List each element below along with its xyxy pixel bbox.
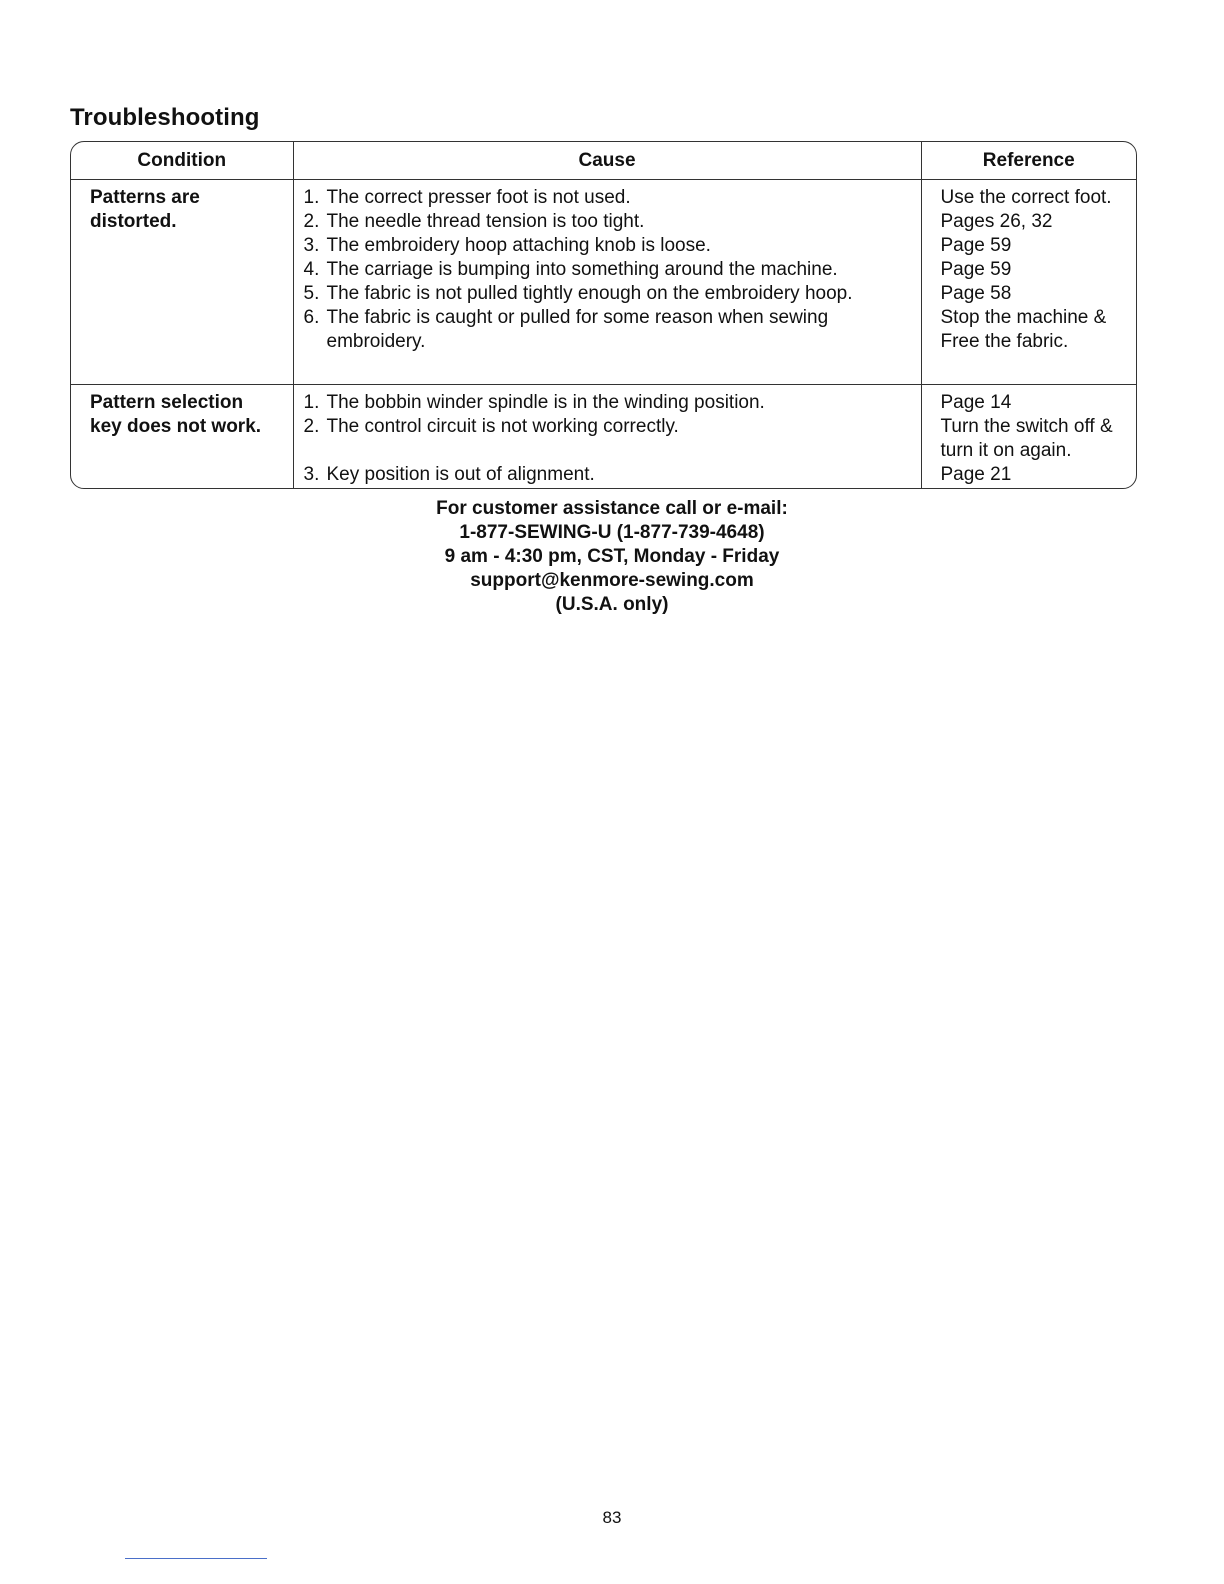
reference-item: Pages 26, 32: [940, 211, 1053, 232]
troubleshooting-table: [70, 141, 1137, 489]
cause-number: 2.: [303, 416, 320, 437]
troubleshooting-table-grid: [71, 142, 1136, 488]
cause-list: [294, 385, 921, 487]
reference-list: [922, 180, 1137, 354]
cause-number: 5.: [303, 283, 320, 304]
cause-number: 3.: [303, 464, 320, 485]
assistance-hours: 9 am - 4:30 pm, CST, Monday - Friday: [444, 546, 780, 567]
cause-item: [304, 234, 921, 258]
cause-cell: [293, 180, 921, 385]
table-header-row: [71, 142, 1136, 180]
condition-cell: [71, 180, 293, 385]
cause-text: The needle thread tension is too tight.: [326, 211, 645, 232]
cause-item: [304, 463, 921, 487]
cause-item: [304, 306, 921, 354]
cause-item: [304, 391, 921, 415]
cause-item: [304, 210, 921, 234]
cause-text: The correct presser foot is not used.: [326, 187, 631, 208]
cause-text: The control circuit is not working correctly.: [326, 416, 679, 437]
reference-item: Stop the machine & Free the fabric.: [940, 307, 1107, 352]
cause-text: The fabric is not pulled tightly enough on the embroidery hoop.: [326, 283, 853, 304]
assistance-region: (U.S.A. only): [555, 594, 669, 615]
footer-rule: [125, 1558, 267, 1559]
reference-item: Page 59: [940, 235, 1012, 256]
cause-cell: [293, 385, 921, 489]
reference-cell: [921, 180, 1136, 385]
cause-number: 6.: [303, 307, 320, 328]
reference-list: [922, 385, 1137, 487]
customer-assistance: [0, 497, 1224, 617]
cause-number: 3.: [303, 235, 320, 256]
cause-text: The carriage is bumping into something around the machine.: [326, 259, 838, 280]
table-row: [71, 180, 1136, 385]
condition-cell: [71, 385, 293, 489]
assistance-heading: For customer assistance call or e-mail:: [436, 498, 788, 519]
cause-number: 1.: [303, 187, 320, 208]
cause-number: 1.: [303, 392, 320, 413]
page-number: 83: [602, 1508, 622, 1527]
page-title: Troubleshooting: [70, 104, 260, 131]
cause-item: [304, 415, 921, 439]
reference-item: Page 59: [940, 259, 1012, 280]
cause-number: 4.: [303, 259, 320, 280]
reference-item: Page 14: [940, 392, 1012, 413]
cause-number: 2.: [303, 211, 320, 232]
reference-cell: [921, 385, 1136, 489]
cause-item: [304, 258, 921, 282]
assistance-email: support@kenmore-sewing.com: [470, 570, 754, 591]
condition-text: Pattern selection key does not work.: [90, 392, 262, 437]
cause-text: The bobbin winder spindle is in the winding position.: [326, 392, 765, 413]
condition-text: Patterns are distorted.: [90, 187, 200, 232]
reference-header: Reference: [921, 142, 1136, 180]
reference-item: Turn the switch off & turn it on again.: [940, 416, 1113, 461]
cause-list: [294, 180, 921, 354]
cause-item: [304, 186, 921, 210]
reference-item: Page 21: [940, 464, 1012, 485]
cause-text: The fabric is caught or pulled for some reason when sewing embroidery.: [326, 307, 829, 352]
assistance-phone: 1-877-SEWING-U (1-877-739-4648): [459, 522, 765, 543]
cause-header: Cause: [293, 142, 921, 180]
table-row: [71, 385, 1136, 489]
cause-item: [304, 282, 921, 306]
reference-item: Use the correct foot.: [940, 187, 1112, 208]
cause-text: Key position is out of alignment.: [326, 464, 595, 485]
condition-header: Condition: [71, 142, 293, 180]
cause-text: The embroidery hoop attaching knob is loose.: [326, 235, 711, 256]
reference-item: Page 58: [940, 283, 1012, 304]
